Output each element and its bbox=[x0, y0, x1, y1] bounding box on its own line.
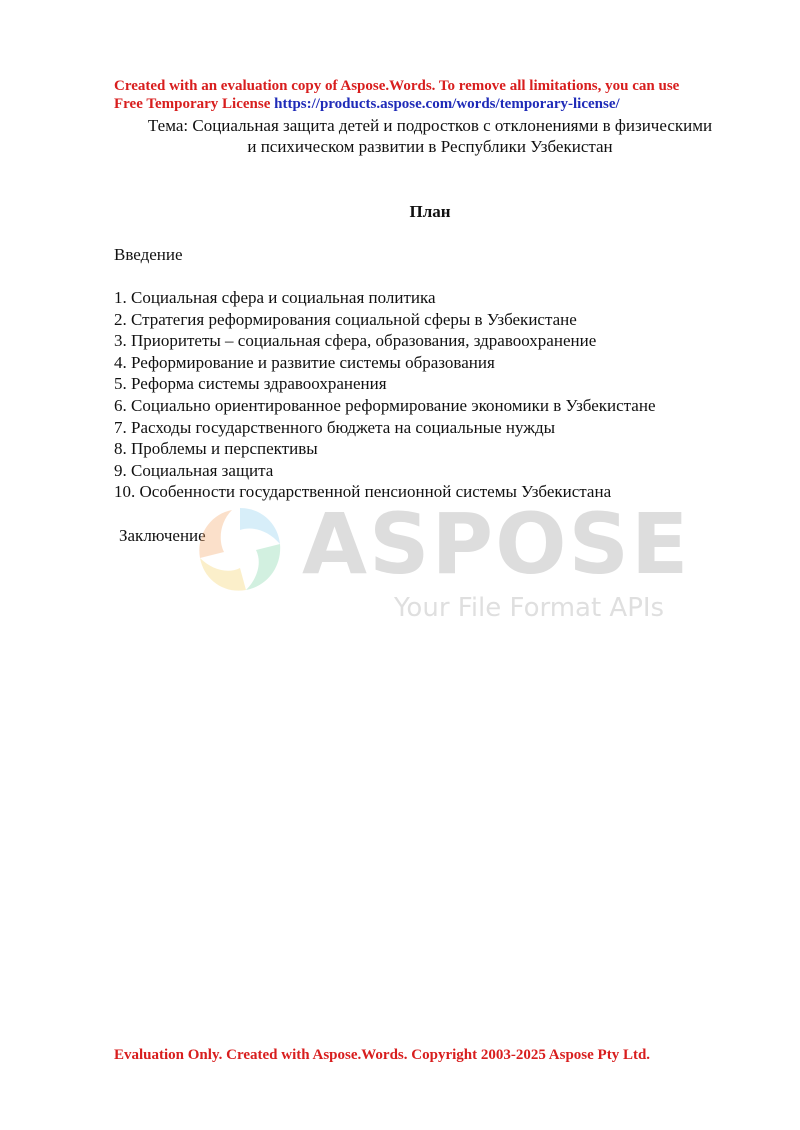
toc-item: 9. Социальная защита bbox=[114, 460, 274, 480]
toc-item: 7. Расходы государственного бюджета на социальные нужды bbox=[114, 417, 556, 437]
toc-item: 8. Проблемы и перспективы bbox=[114, 439, 318, 459]
topic-line1: Тема: Социальная защита детей и подростков с отклонениями в физическими bbox=[147, 116, 713, 135]
toc-item: 2. Стратегия реформирования социальной сферы в Узбекистане bbox=[114, 309, 577, 329]
temporary-license-link[interactable]: https://products.aspose.com/words/temporary-license/ bbox=[274, 96, 620, 112]
aspose-watermark bbox=[190, 495, 691, 636]
plan-heading: План bbox=[409, 202, 451, 221]
evaluation-footer: Evaluation Only. Created with Aspose.Words. Copyright 2003-2025 Aspose Pty Ltd. bbox=[114, 1047, 651, 1063]
evaluation-header bbox=[114, 77, 754, 113]
toc-item: 6. Социально ориентированное реформирование экономики в Узбекистане bbox=[114, 395, 656, 415]
table-of-contents bbox=[114, 287, 656, 503]
document-topic bbox=[100, 115, 760, 157]
evaluation-header-line2 bbox=[114, 95, 754, 113]
toc-item: 1. Социальная сфера и социальная политика bbox=[114, 288, 436, 307]
evaluation-header-line1: Created with an evaluation copy of Aspose.Words. To remove all limitations, you can use bbox=[114, 78, 680, 94]
toc-item: 10. Особенности государственной пенсионной системы Узбекистана bbox=[114, 482, 612, 502]
conclusion-item: Заключение bbox=[119, 526, 206, 545]
topic-line2: и психическом развитии в Республики Узбекистан bbox=[247, 137, 613, 156]
toc-item: 5. Реформа системы здравоохранения bbox=[114, 374, 387, 394]
watermark-brand: ASPOSE bbox=[302, 495, 691, 593]
introduction-item: Введение bbox=[114, 245, 183, 264]
toc-item: 3. Приоритеты – социальная сфера, образования, здравоохранение bbox=[114, 331, 597, 351]
toc-item: 4. Реформирование и развитие системы образования bbox=[114, 352, 495, 372]
aspose-logo-icon bbox=[190, 500, 290, 600]
watermark-tagline: Your File Format APIs bbox=[394, 593, 665, 623]
temporary-license-label: Free Temporary License bbox=[114, 96, 271, 112]
